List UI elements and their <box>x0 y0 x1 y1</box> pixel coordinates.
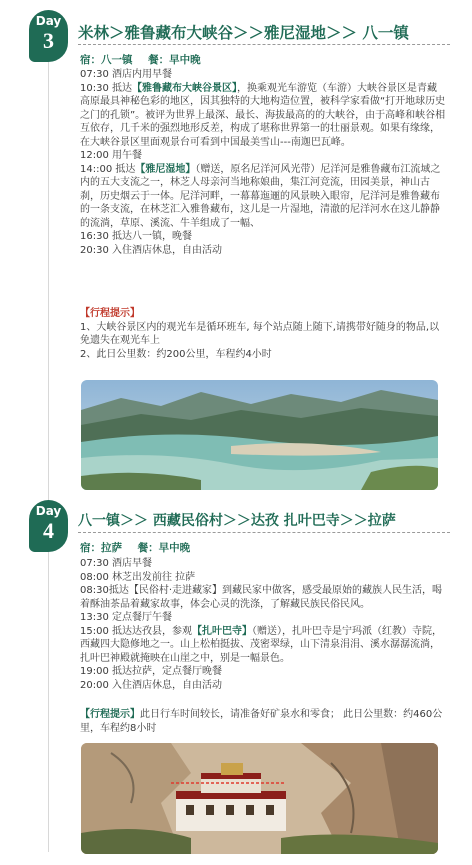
highlight-attraction: 【扎叶巴寺】 <box>192 625 253 637</box>
day-4-badge <box>29 500 68 552</box>
day-3-tips <box>80 307 446 361</box>
day-3-schedule <box>80 68 446 257</box>
schedule-line: 15:00 抵达达孜县，参观【扎叶巴寺】（赠送），扎叶巴寺是宁玛派（红教）寺院，西藏四大隐修地之一。山上松柏挺拔、茂密翠绿，山下清泉涓涓、溪水潺潺流淌，扎叶巴神殿就掩映在山崖之中，别是一幅景色。 <box>80 625 443 664</box>
day-number: 4 <box>43 518 54 543</box>
schedule-line: 13:30 定点餐厅午餐 <box>80 612 173 623</box>
day-3-title: 米林＞雅鲁藏布大峡谷＞＞雅尼湿地＞＞ 八一镇 <box>78 24 409 42</box>
timeline-line <box>48 62 49 852</box>
tip-title: 【行程提示】 <box>80 709 140 720</box>
day-4-title: 八一镇＞＞ 西藏民俗村＞＞达孜 扎叶巴寺＞＞拉萨 <box>78 513 396 529</box>
day-4-stay-meal <box>80 540 190 555</box>
canyon-river-photo <box>81 380 438 490</box>
schedule-line: 08:30抵达【民俗村·走进藏家】到藏民家中做客，感受最原始的藏族人民生活，喝着酥油茶品着藏家故事，体会心灵的洗涤，了解藏民族民俗民风。 <box>80 585 443 610</box>
meal-label: 餐：早中晚 <box>137 542 191 554</box>
tip-title: 【行程提示】 <box>80 308 140 319</box>
schedule-line: 08:00 林芝出发前往 拉萨 <box>80 571 196 583</box>
tip-paragraph <box>80 708 446 735</box>
title-divider <box>78 44 450 45</box>
day-3-stay-meal <box>80 52 201 67</box>
day-number: 3 <box>43 28 54 53</box>
day-4-tips <box>80 708 446 735</box>
day-4-schedule <box>80 557 446 692</box>
schedule-line: 14::00 抵达【雅尼湿地】（赠送，原名尼洋河风光带）尼洋河是雅鲁藏布江流域之内的五大支流之一，林芝人母亲河当地称娘曲，集江河竞流，田园美景，神山古刹，历史烟云于一体。尼洋河畔，一幕幕迤逦的风景映入眼帘，尼洋河是雅鲁藏布的一条支流，在林芝汇入雅鲁藏布，这儿是一片湿地，清澈的尼洋河水在这儿静静的流淌，草原、溪流、牛羊组成了一幅、 <box>80 163 441 229</box>
monastery-cliff-photo <box>81 743 438 854</box>
tip-line: 1、大峡谷景区内的观光车是循环班车, 每个站点随上随下,请携带好随身的物品,以免遗失在观光车上 <box>80 321 440 346</box>
schedule-line: 10:30 抵达【雅鲁藏布大峡谷景区】，换乘观光车游览（车游）大峡谷景区是青藏高原最具神秘色彩的地区，因其独特的大地构造位置，被科学家看做“打开地球历史之门的孔锁”。被评为世界上最深、最长、海拔最高的的大峡谷，由于高峰和峡谷相互依存，几千米的强烈地形反差，构成了堪称世界第一的壮丽景观。如果有缘缘，在大峡谷景区里面观景台可看到中国最美雪山---南迦巴瓦峰。 <box>80 82 446 148</box>
stay-label: 宿：拉萨 <box>80 542 122 554</box>
highlight-attraction: 【雅尼湿地】 <box>135 163 196 175</box>
day-label: Day <box>35 14 62 28</box>
schedule-line: 07:30 酒店内用早餐 <box>80 69 173 80</box>
stay-label: 宿：八一镇 <box>80 54 133 66</box>
tip-line: 2、此日公里数：约200公里，车程约4小时 <box>80 348 272 360</box>
schedule-line: 20:30 入住酒店休息，自由活动 <box>80 244 223 256</box>
tip-text: 此日行车时间较长，请准备好矿泉水和零食； 此日公里数：约460公里，车程约8小时 <box>80 709 443 734</box>
schedule-line: 19:00 抵达拉萨，定点餐厅晚餐 <box>80 666 223 677</box>
schedule-line: 16:30 抵达八一镇，晚餐 <box>80 231 193 242</box>
day-3-badge <box>29 10 68 62</box>
meal-label: 餐：早中晚 <box>148 54 201 66</box>
schedule-line: 12:00 用午餐 <box>80 150 143 161</box>
schedule-line: 07:30 酒店早餐 <box>80 558 153 569</box>
schedule-line: 20:00 入住酒店休息，自由活动 <box>80 679 223 691</box>
day-label: Day <box>35 504 62 518</box>
title-divider <box>78 532 450 533</box>
highlight-attraction: 【雅鲁藏布大峡谷景区】 <box>132 82 238 94</box>
